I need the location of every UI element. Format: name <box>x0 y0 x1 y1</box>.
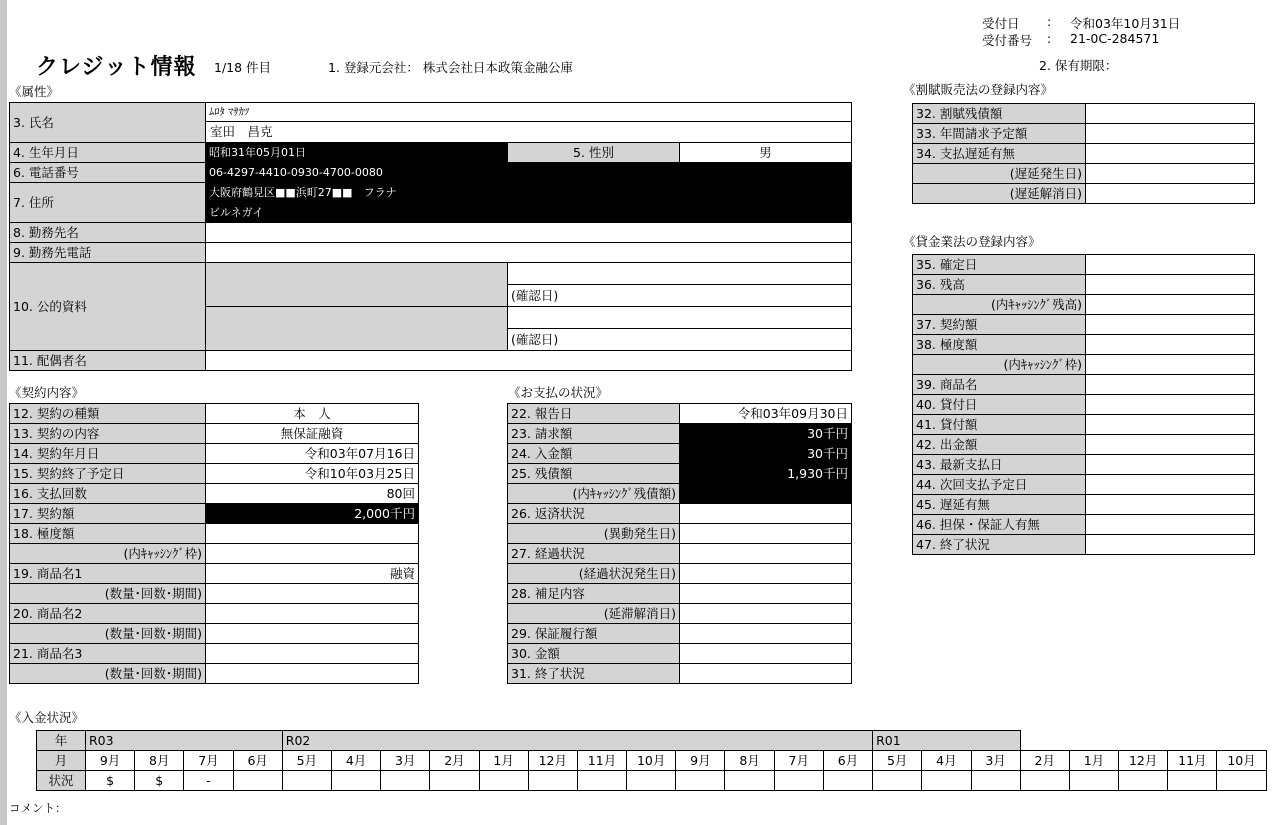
month-cell: 3月 <box>971 751 1020 771</box>
status-cell <box>430 771 479 791</box>
moneylending-row-value <box>1086 395 1255 415</box>
contract-row-label: 12. 契約の種類 <box>10 404 206 424</box>
payment-row-label: 26. 返済状況 <box>508 504 680 524</box>
public-doc-2-value <box>508 307 852 329</box>
payment-row-label: 24. 入金額 <box>508 444 680 464</box>
sex-label: 5. 性別 <box>508 143 680 163</box>
status-cell <box>627 771 676 791</box>
month-cell: 9月 <box>86 751 135 771</box>
status-cell <box>1217 771 1266 791</box>
installment-row-label: 33. 年間請求予定額 <box>913 124 1086 144</box>
payment-row-value <box>680 644 852 664</box>
phone-value: 06-4297-4410-0930-4700-0080 <box>206 163 852 183</box>
installment-row-label: 34. 支払遅延有無 <box>913 144 1086 164</box>
contract-row-label: 21. 商品名3 <box>10 644 206 664</box>
moneylending-row-label: (内ｷｬｯｼﾝｸﾞ枠) <box>913 355 1086 375</box>
payment-row-label: 23. 請求額 <box>508 424 680 444</box>
status-cell <box>381 771 430 791</box>
contract-row-label: 14. 契約年月日 <box>10 444 206 464</box>
workplace-value <box>206 223 852 243</box>
moneylending-row-value <box>1086 255 1255 275</box>
status-cell <box>479 771 528 791</box>
moneylending-row-value <box>1086 295 1255 315</box>
moneylending-row-label: 43. 最新支払日 <box>913 455 1086 475</box>
deposits-table <box>36 730 1267 791</box>
receipt-date-label: 受付日 <box>982 16 1020 31</box>
status-cell <box>528 771 577 791</box>
contract-row-label: 17. 契約額 <box>10 504 206 524</box>
month-cell: 3月 <box>381 751 430 771</box>
moneylending-row-value <box>1086 375 1255 395</box>
attributes-table <box>9 102 852 371</box>
workplace-label: 8. 勤務先名 <box>10 223 206 243</box>
month-cell: 1月 <box>1069 751 1118 771</box>
payment-row-value <box>680 564 852 584</box>
moneylending-row-label: 45. 遅延有無 <box>913 495 1086 515</box>
attributes-section-title: 《属性》 <box>9 84 60 99</box>
month-cell: 7月 <box>184 751 233 771</box>
address-line2: ビルネガイ <box>206 203 852 223</box>
payment-row-value: 1,930千円 <box>680 464 852 484</box>
status-cell <box>577 771 626 791</box>
status-header-label: 状況 <box>37 771 86 791</box>
moneylending-row-label: 38. 極度額 <box>913 335 1086 355</box>
moneylending-row-label: 46. 担保・保証人有無 <box>913 515 1086 535</box>
payment-row-value <box>680 544 852 564</box>
status-cell <box>971 771 1020 791</box>
payment-row-value: 30千円 <box>680 444 852 464</box>
moneylending-row-value <box>1086 495 1255 515</box>
payment-row-label: (異動発生日) <box>508 524 680 544</box>
status-cell <box>282 771 331 791</box>
payment-row-value <box>680 524 852 544</box>
payment-row-value <box>680 664 852 684</box>
contract-row-value: 無保証融資 <box>206 424 419 444</box>
receipt-no-colon: : <box>1047 31 1052 46</box>
contract-row-value <box>206 624 419 644</box>
contract-row-value <box>206 664 419 684</box>
month-cell: 9月 <box>676 751 725 771</box>
contract-row-label: 15. 契約終了予定日 <box>10 464 206 484</box>
contract-row-value <box>206 604 419 624</box>
contract-row-label: (数量･回数･期間) <box>10 624 206 644</box>
moneylending-section-title: 《貸金業法の登録内容》 <box>903 234 1041 249</box>
work-phone-label: 9. 勤務先電話 <box>10 243 206 263</box>
month-cell: 12月 <box>528 751 577 771</box>
month-cell: 1月 <box>479 751 528 771</box>
moneylending-table <box>912 254 1255 555</box>
month-cell: 4月 <box>922 751 971 771</box>
payment-row-label: 31. 終了状況 <box>508 664 680 684</box>
month-cell: 10月 <box>627 751 676 771</box>
payment-row-value <box>680 624 852 644</box>
status-cell: - <box>184 771 233 791</box>
status-cell <box>873 771 922 791</box>
contract-row-value <box>206 584 419 604</box>
public-doc-1-confirm: (確認日) <box>508 285 852 307</box>
contract-row-value: 令和10年03月25日 <box>206 464 419 484</box>
record-count: 1/18 件目 <box>214 60 272 75</box>
status-cell <box>331 771 380 791</box>
moneylending-row-label: 36. 残高 <box>913 275 1086 295</box>
installment-row-label: (遅延解消日) <box>913 184 1086 204</box>
status-cell <box>1020 771 1069 791</box>
payment-row-label: (経過状況発生日) <box>508 564 680 584</box>
moneylending-row-label: 35. 確定日 <box>913 255 1086 275</box>
payment-row-label: 29. 保証履行額 <box>508 624 680 644</box>
moneylending-row-value <box>1086 535 1255 555</box>
month-cell: 8月 <box>725 751 774 771</box>
phone-label: 6. 電話番号 <box>10 163 206 183</box>
public-doc-1-value <box>508 263 852 285</box>
registrant: 1. 登録元会社： 株式会社日本政策金融公庫 <box>328 60 573 75</box>
moneylending-row-value <box>1086 415 1255 435</box>
payment-table <box>507 403 852 684</box>
payment-row-label: 22. 報告日 <box>508 404 680 424</box>
spouse-label: 11. 配偶者名 <box>10 351 206 371</box>
installment-row-label: (遅延発生日) <box>913 164 1086 184</box>
contract-row-label: 20. 商品名2 <box>10 604 206 624</box>
payment-section-title: 《お支払の状況》 <box>508 385 609 400</box>
payment-row-value: 30千円 <box>680 424 852 444</box>
payment-row-label: 25. 残債額 <box>508 464 680 484</box>
month-cell: 12月 <box>1119 751 1168 771</box>
work-phone-value <box>206 243 852 263</box>
moneylending-row-label: 37. 契約額 <box>913 315 1086 335</box>
contract-row-label: 18. 極度額 <box>10 524 206 544</box>
contract-row-label: 16. 支払回数 <box>10 484 206 504</box>
installment-table <box>912 103 1255 204</box>
installment-row-label: 32. 割賦残債額 <box>913 104 1086 124</box>
status-cell <box>233 771 282 791</box>
contract-row-label: (数量･回数･期間) <box>10 584 206 604</box>
moneylending-row-value <box>1086 315 1255 335</box>
moneylending-row-label: 40. 貸付日 <box>913 395 1086 415</box>
receipt-date: 令和03年10月31日 <box>1070 16 1181 31</box>
payment-row-label: (内ｷｬｯｼﾝｸﾞ残債額) <box>508 484 680 504</box>
receipt-no-label: 受付番号 <box>982 33 1033 48</box>
year-cell: R02 <box>282 731 872 751</box>
contract-row-value <box>206 524 419 544</box>
birth-label: 4. 生年月日 <box>10 143 206 163</box>
month-cell: 2月 <box>430 751 479 771</box>
year-header-label: 年 <box>37 731 86 751</box>
payment-row-value <box>680 504 852 524</box>
contract-row-value: 2,000千円 <box>206 504 419 524</box>
month-cell: 7月 <box>774 751 823 771</box>
status-cell <box>725 771 774 791</box>
contract-row-value: 80回 <box>206 484 419 504</box>
month-cell: 10月 <box>1217 751 1266 771</box>
moneylending-row-value <box>1086 435 1255 455</box>
contract-row-label: 19. 商品名1 <box>10 564 206 584</box>
status-cell <box>1119 771 1168 791</box>
moneylending-row-label: 41. 貸付額 <box>913 415 1086 435</box>
public-doc-1 <box>206 263 508 307</box>
payment-row-label: 27. 経過状況 <box>508 544 680 564</box>
status-cell: $ <box>86 771 135 791</box>
receipt-date-colon: : <box>1047 14 1052 29</box>
installment-row-value <box>1086 184 1255 204</box>
address-label: 7. 住所 <box>10 183 206 223</box>
month-cell: 8月 <box>135 751 184 771</box>
month-cell: 11月 <box>577 751 626 771</box>
month-cell: 6月 <box>233 751 282 771</box>
public-doc-2-confirm: (確認日) <box>508 329 852 351</box>
page-title: クレジット情報 <box>36 55 197 80</box>
moneylending-row-label: 47. 終了状況 <box>913 535 1086 555</box>
payment-row-label: 30. 金額 <box>508 644 680 664</box>
status-cell: $ <box>135 771 184 791</box>
month-cell: 6月 <box>823 751 872 771</box>
year-cell: R01 <box>873 731 1021 751</box>
name-label: 3. 氏名 <box>10 103 206 143</box>
public-docs-label: 10. 公的資料 <box>10 263 206 351</box>
contract-row-value <box>206 544 419 564</box>
contract-row-value: 本 人 <box>206 404 419 424</box>
deposits-section-title: 《入金状況》 <box>9 710 85 725</box>
installment-row-value <box>1086 124 1255 144</box>
moneylending-row-value <box>1086 355 1255 375</box>
payment-row-label: (延滞解消日) <box>508 604 680 624</box>
contract-section-title: 《契約内容》 <box>9 385 85 400</box>
moneylending-row-value <box>1086 475 1255 495</box>
status-cell <box>823 771 872 791</box>
page-left-edge <box>0 0 7 825</box>
sex-value: 男 <box>680 143 852 163</box>
month-header-label: 月 <box>37 751 86 771</box>
payment-row-label: 28. 補足内容 <box>508 584 680 604</box>
spouse-value <box>206 351 852 371</box>
status-cell <box>774 771 823 791</box>
payment-row-value <box>680 604 852 624</box>
contract-row-value <box>206 644 419 664</box>
contract-row-label: (数量･回数･期間) <box>10 664 206 684</box>
moneylending-row-label: (内ｷｬｯｼﾝｸﾞ残高) <box>913 295 1086 315</box>
moneylending-row-label: 44. 次回支払予定日 <box>913 475 1086 495</box>
moneylending-row-value <box>1086 275 1255 295</box>
payment-row-value: 令和03年09月30日 <box>680 404 852 424</box>
month-cell: 2月 <box>1020 751 1069 771</box>
installment-row-value <box>1086 104 1255 124</box>
month-cell: 4月 <box>331 751 380 771</box>
month-cell: 5月 <box>873 751 922 771</box>
status-cell <box>676 771 725 791</box>
address-line1: 大阪府鶴見区■■浜町27■■ フラナ <box>206 183 852 203</box>
moneylending-row-value <box>1086 515 1255 535</box>
contract-row-value: 令和03年07月16日 <box>206 444 419 464</box>
status-cell <box>922 771 971 791</box>
month-cell: 5月 <box>282 751 331 771</box>
contract-row-value: 融資 <box>206 564 419 584</box>
name-value: 室田 昌克 <box>206 122 852 143</box>
payment-row-value <box>680 484 852 504</box>
moneylending-row-label: 42. 出金額 <box>913 435 1086 455</box>
comment-label: コメント： <box>9 801 67 815</box>
contract-row-label: 13. 契約の内容 <box>10 424 206 444</box>
public-doc-2 <box>206 307 508 351</box>
month-cell: 11月 <box>1168 751 1217 771</box>
installment-row-value <box>1086 164 1255 184</box>
installment-section-title: 《割賦販売法の登録内容》 <box>903 82 1054 97</box>
contract-table <box>9 403 419 684</box>
status-cell <box>1168 771 1217 791</box>
contract-row-label: (内ｷｬｯｼﾝｸﾞ枠) <box>10 544 206 564</box>
installment-row-value <box>1086 144 1255 164</box>
year-cell: R03 <box>86 731 283 751</box>
moneylending-row-value <box>1086 455 1255 475</box>
retention-period: 2. 保有期限： <box>1039 58 1118 73</box>
birth-value: 昭和31年05月01日 <box>206 143 508 163</box>
name-kana: ﾑﾛﾀ ﾏｻｶﾂ <box>206 103 852 122</box>
receipt-no: 21-0C-284571 <box>1070 31 1160 46</box>
moneylending-row-label: 39. 商品名 <box>913 375 1086 395</box>
moneylending-row-value <box>1086 335 1255 355</box>
status-cell <box>1069 771 1118 791</box>
payment-row-value <box>680 584 852 604</box>
